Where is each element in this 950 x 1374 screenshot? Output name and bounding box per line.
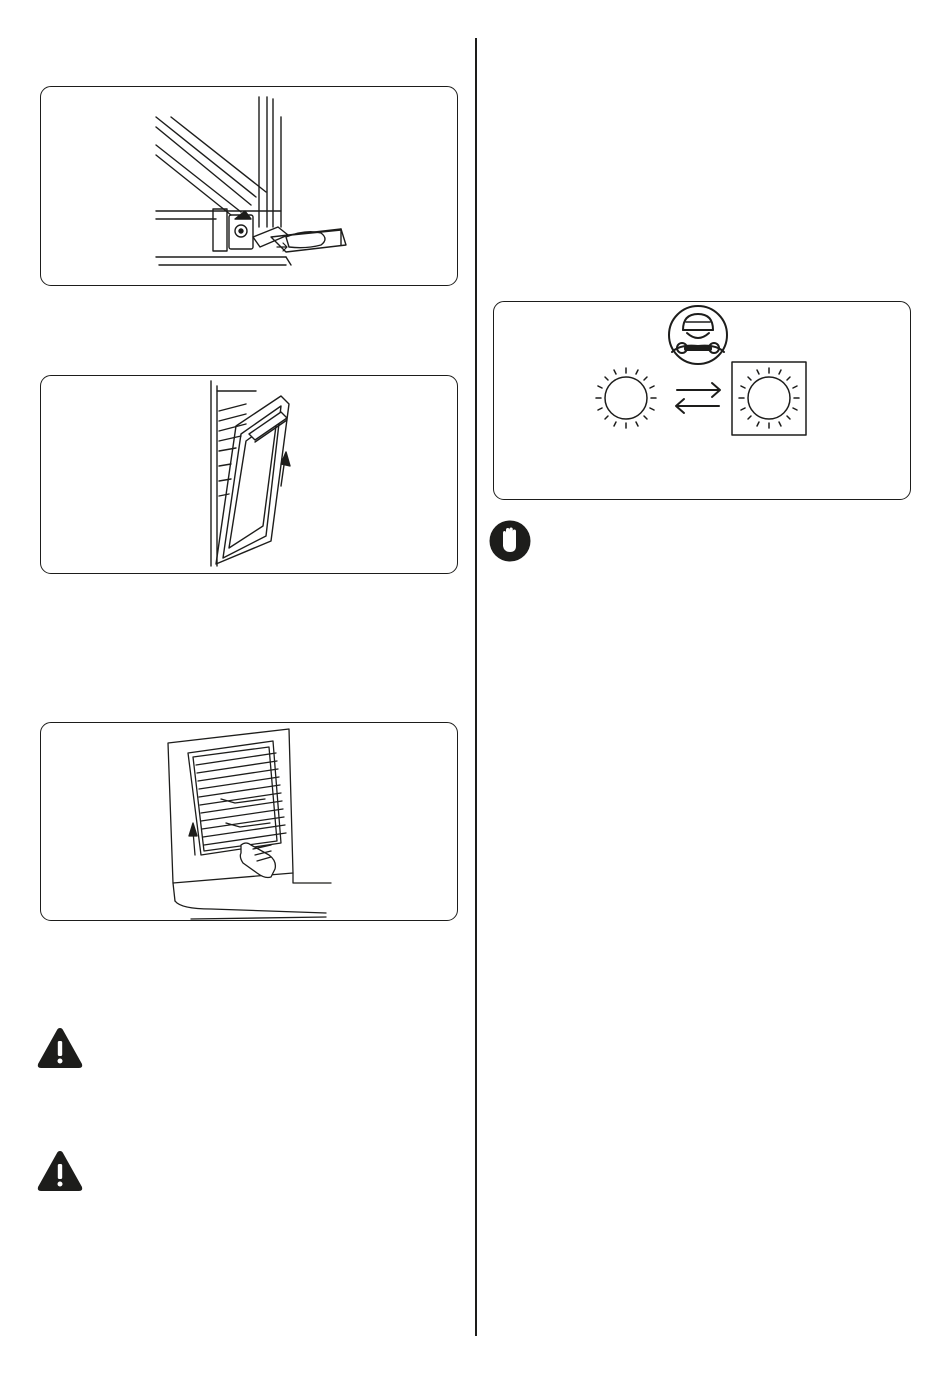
hinge-detail-illustration <box>40 86 458 286</box>
lamp-replacement-illustration <box>493 301 911 500</box>
service-technician-lamp-figure <box>494 302 912 501</box>
lamp-bulb-icon <box>596 368 656 428</box>
oven-door-hinge-figure <box>41 87 459 287</box>
stop-hand-icon <box>489 520 531 562</box>
lamp-bulb-icon <box>732 362 806 435</box>
column-divider <box>475 38 477 1336</box>
warning-triangle-icon <box>36 1149 84 1193</box>
shelf-support-illustration <box>40 722 458 921</box>
shelf-support-removal-figure <box>41 723 459 922</box>
swap-arrows-icon <box>676 383 720 413</box>
service-technician-icon <box>669 306 727 364</box>
door-lift-illustration <box>40 375 458 574</box>
oven-door-removal-figure <box>41 376 459 575</box>
warning-triangle-icon <box>36 1026 84 1070</box>
